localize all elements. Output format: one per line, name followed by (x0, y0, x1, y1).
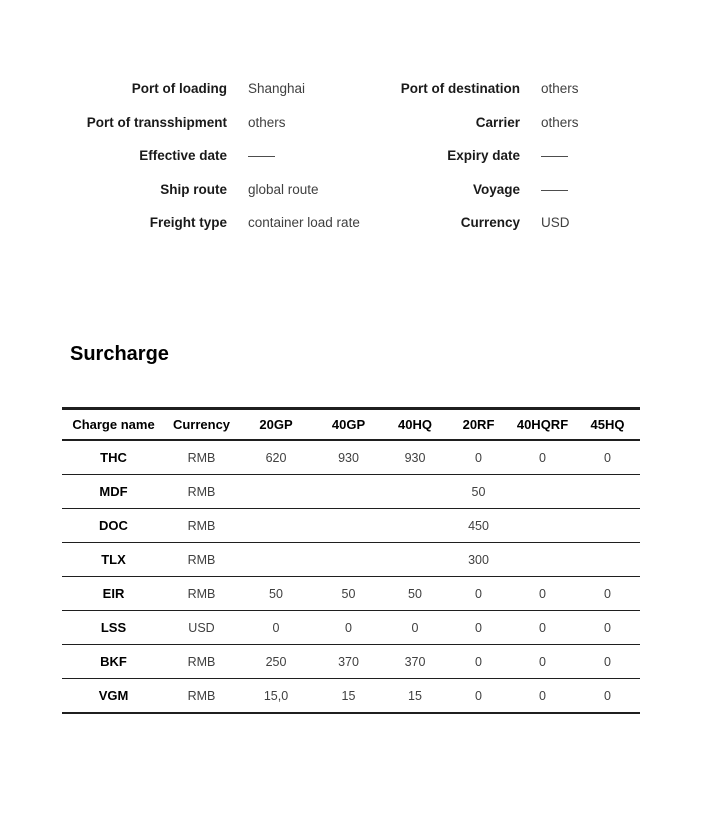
charge-name-cell: DOC (62, 509, 165, 543)
column-header-20rf: 20RF (447, 409, 510, 441)
currency-cell: RMB (165, 509, 238, 543)
rate-cell (510, 509, 575, 543)
column-header-20gp: 20GP (238, 409, 314, 441)
shipment-info-form (0, 72, 702, 240)
voyage-label: Voyage (472, 181, 520, 197)
charge-name-cell: MDF (62, 475, 165, 509)
rate-cell: 0 (383, 611, 447, 645)
rate-cell: 0 (447, 679, 510, 714)
port-of-transshipment-label: Port of transshipment (86, 114, 227, 130)
port-of-loading-value: Shanghai (248, 81, 306, 97)
table-row (62, 577, 640, 611)
table-row (62, 645, 640, 679)
currency-value: USD (541, 215, 570, 231)
rate-cell: 15 (383, 679, 447, 714)
column-header-charge-name: Charge name (62, 409, 165, 441)
table-row (62, 440, 640, 475)
freight-type-value: container load rate (248, 215, 360, 231)
port-of-transshipment-value: others (248, 114, 286, 130)
currency-cell: RMB (165, 475, 238, 509)
rate-cell: 450 (447, 509, 510, 543)
rate-cell: 0 (575, 679, 640, 714)
port-of-destination-label: Port of destination (400, 81, 520, 97)
table-row (62, 475, 640, 509)
form-row (0, 106, 702, 140)
rate-cell (314, 509, 383, 543)
charge-name-cell: EIR (62, 577, 165, 611)
charge-name-cell: LSS (62, 611, 165, 645)
rate-cell: 370 (314, 645, 383, 679)
rate-cell: 50 (447, 475, 510, 509)
rate-cell: 0 (447, 577, 510, 611)
rate-cell: 0 (510, 577, 575, 611)
rate-cell: 50 (383, 577, 447, 611)
rate-cell: 0 (447, 611, 510, 645)
rate-cell (383, 475, 447, 509)
port-of-loading-label: Port of loading (131, 81, 227, 97)
voyage-value: —— (541, 181, 568, 197)
rate-cell (314, 543, 383, 577)
rate-cell: 0 (314, 611, 383, 645)
rate-cell: 0 (238, 611, 314, 645)
rate-cell (238, 543, 314, 577)
table-row (62, 679, 640, 714)
column-header-currency: Currency (165, 409, 238, 441)
rate-cell (238, 475, 314, 509)
rate-cell: 0 (447, 645, 510, 679)
rate-cell: 50 (238, 577, 314, 611)
charge-name-cell: VGM (62, 679, 165, 714)
rate-cell (510, 543, 575, 577)
rate-cell: 0 (510, 611, 575, 645)
rate-cell: 0 (447, 440, 510, 475)
ship-route-label: Ship route (160, 181, 227, 197)
rate-cell: 0 (510, 679, 575, 714)
table-row (62, 543, 640, 577)
rate-cell (575, 509, 640, 543)
carrier-value: others (541, 114, 579, 130)
rate-cell: 930 (383, 440, 447, 475)
table-row (62, 611, 640, 645)
port-of-destination-value: others (541, 81, 579, 97)
form-row (0, 173, 702, 207)
form-row (0, 72, 702, 106)
rate-cell: 250 (238, 645, 314, 679)
column-header-45hq: 45HQ (575, 409, 640, 441)
rate-cell: 300 (447, 543, 510, 577)
charge-name-cell: TLX (62, 543, 165, 577)
currency-cell: RMB (165, 645, 238, 679)
table-row (62, 509, 640, 543)
rate-cell (510, 475, 575, 509)
charge-name-cell: THC (62, 440, 165, 475)
effective-date-label: Effective date (139, 148, 227, 164)
rate-cell: 15 (314, 679, 383, 714)
rate-cell: 0 (575, 611, 640, 645)
rate-cell: 15,0 (238, 679, 314, 714)
form-row (0, 206, 702, 240)
rate-cell (383, 509, 447, 543)
rate-cell: 620 (238, 440, 314, 475)
currency-cell: RMB (165, 679, 238, 714)
rate-cell: 370 (383, 645, 447, 679)
expiry-date-label: Expiry date (447, 148, 520, 164)
expiry-date-value: —— (541, 148, 568, 164)
rate-cell: 0 (575, 440, 640, 475)
surcharge-heading: Surcharge (70, 343, 169, 365)
freight-type-label: Freight type (149, 215, 227, 231)
rate-cell (575, 475, 640, 509)
currency-cell: RMB (165, 440, 238, 475)
rate-cell: 0 (575, 577, 640, 611)
column-header-40hqrf: 40HQRF (510, 409, 575, 441)
currency-label: Currency (460, 215, 520, 231)
rate-cell: 50 (314, 577, 383, 611)
table-header-row (62, 409, 640, 441)
column-header-40hq: 40HQ (383, 409, 447, 441)
rate-cell (575, 543, 640, 577)
rate-cell (383, 543, 447, 577)
effective-date-value: —— (248, 148, 275, 164)
rate-cell (238, 509, 314, 543)
form-row (0, 139, 702, 173)
ship-route-value: global route (248, 181, 319, 197)
charge-name-cell: BKF (62, 645, 165, 679)
surcharge-table (62, 407, 640, 714)
currency-cell: RMB (165, 577, 238, 611)
rate-cell: 0 (510, 645, 575, 679)
currency-cell: RMB (165, 543, 238, 577)
rate-cell: 0 (510, 440, 575, 475)
carrier-label: Carrier (475, 114, 520, 130)
rate-cell: 930 (314, 440, 383, 475)
column-header-40gp: 40GP (314, 409, 383, 441)
rate-cell (314, 475, 383, 509)
currency-cell: USD (165, 611, 238, 645)
rate-cell: 0 (575, 645, 640, 679)
